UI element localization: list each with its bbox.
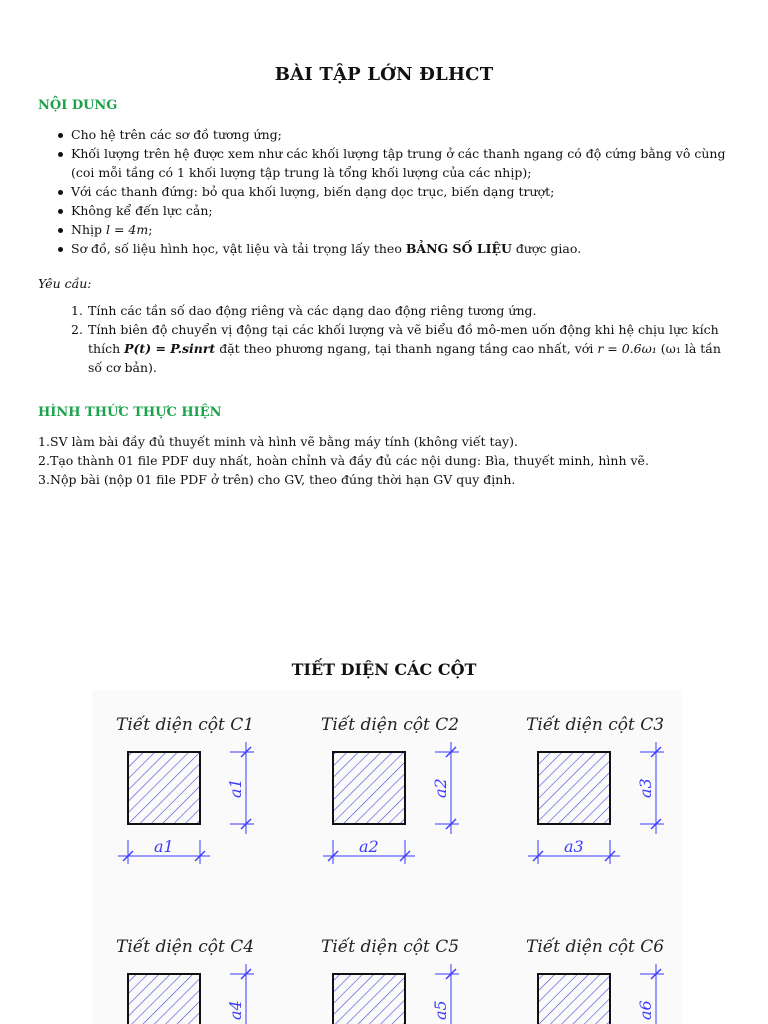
column-caption: Tiết diện cột C6 xyxy=(526,937,665,957)
requirement-text: Tính các tần số dao động riêng và các dạng dao động riêng tương ứng. xyxy=(88,303,537,318)
dimension-label-vertical: a2 xyxy=(431,778,450,798)
column-section-square xyxy=(538,752,610,824)
column-caption: Tiết diện cột C1 xyxy=(116,715,255,735)
dimension-label-horizontal: a1 xyxy=(154,837,174,856)
bullet-item-data xyxy=(38,239,732,258)
requirement-text-a: Tính biên độ chuyển vị động tại các khối lượng và vẽ biểu đồ mô-men uốn động khi hệ chịu lực kích thích xyxy=(88,322,719,356)
dimension-label-vertical: a6 xyxy=(636,1000,655,1020)
dimension-label-vertical: a5 xyxy=(431,1000,450,1020)
column-caption: Tiết diện cột C4 xyxy=(116,937,255,957)
requirements-label: Yêu cầu: xyxy=(38,276,92,291)
figure-title: TIẾT DIỆN CÁC CỘT xyxy=(291,660,477,679)
execution-number: 2. xyxy=(38,453,50,468)
page-title: BÀI TẬP LỚN ĐLHCT xyxy=(274,64,494,85)
requirements-list xyxy=(38,301,732,377)
bullet-item: Khối lượng trên hệ được xem như các khối lượng tập trung ở các thanh ngang có độ cứng bằng vô cùng (coi mỗi tầng có 1 khối lượng tập trung là tổng khối lượng của các nhịp); xyxy=(38,144,732,182)
content-body xyxy=(38,125,732,258)
data-table-name: BẢNG SỐ LIỆU xyxy=(405,241,512,256)
span-prefix: Nhịp xyxy=(71,222,106,237)
frequency-ratio: r = 0.6ω₁ xyxy=(597,341,657,356)
execution-item xyxy=(38,451,732,470)
requirement-item xyxy=(38,301,732,320)
bullet-item: Không kể đến lực cản; xyxy=(38,201,732,220)
requirement-number: 2. xyxy=(71,322,83,337)
dimension-label-vertical: a1 xyxy=(226,778,245,798)
column-caption: Tiết diện cột C2 xyxy=(321,715,460,735)
dimension-label-vertical: a4 xyxy=(226,1000,245,1020)
column-section-square xyxy=(128,974,200,1024)
requirement-text-c: (ω₁ là tần số cơ bản). xyxy=(88,341,721,375)
column-section-square xyxy=(128,752,200,824)
column-section-square xyxy=(333,974,405,1024)
dimension-label-horizontal: a3 xyxy=(564,837,584,856)
execution-text: Nộp bài (nộp 01 file PDF ở trên) cho GV, theo đúng thời hạn GV quy định. xyxy=(50,472,516,487)
column-caption: Tiết diện cột C5 xyxy=(321,937,460,957)
execution-body xyxy=(38,432,732,489)
load-formula: P(t) = P.sinrt xyxy=(124,341,216,356)
data-suffix: được giao. xyxy=(511,241,582,256)
execution-list xyxy=(38,432,732,489)
requirement-item xyxy=(38,320,732,377)
requirement-number: 1. xyxy=(71,303,83,318)
execution-text: Tạo thành 01 file PDF duy nhất, hoàn chỉnh và đầy đủ các nội dung: Bìa, thuyết minh, hình vẽ. xyxy=(50,453,649,468)
execution-text: SV làm bài đầy đủ thuyết minh và hình vẽ bằng máy tính (không viết tay). xyxy=(50,434,518,449)
execution-item xyxy=(38,470,732,489)
content-bullets xyxy=(38,125,732,258)
requirements-body xyxy=(38,301,732,377)
execution-item xyxy=(38,432,732,451)
bullet-item-span xyxy=(38,220,732,239)
span-formula: l = 4m xyxy=(105,222,149,237)
column-sections-figure xyxy=(92,690,682,1024)
content-heading: NỘI DUNG xyxy=(38,98,118,113)
dimension-label-vertical: a3 xyxy=(636,778,655,798)
bullet-item: Cho hệ trên các sơ đồ tương ứng; xyxy=(38,125,732,144)
span-suffix: ; xyxy=(148,222,153,237)
requirement-text-b: đặt theo phương ngang, tại thanh ngang tầng cao nhất, với xyxy=(215,341,598,356)
column-section-square xyxy=(538,974,610,1024)
bullet-item: Với các thanh đứng: bỏ qua khối lượng, biến dạng dọc trục, biến dạng trượt; xyxy=(38,182,732,201)
column-caption: Tiết diện cột C3 xyxy=(526,715,665,735)
dimension-label-horizontal: a2 xyxy=(359,837,379,856)
data-prefix: Sơ đồ, số liệu hình học, vật liệu và tải trọng lấy theo xyxy=(71,241,406,256)
execution-number: 1. xyxy=(38,434,50,449)
execution-number: 3. xyxy=(38,472,50,487)
execution-heading: HÌNH THỨC THỰC HIỆN xyxy=(38,405,222,420)
column-sections-drawing xyxy=(92,690,682,1024)
column-section-square xyxy=(333,752,405,824)
